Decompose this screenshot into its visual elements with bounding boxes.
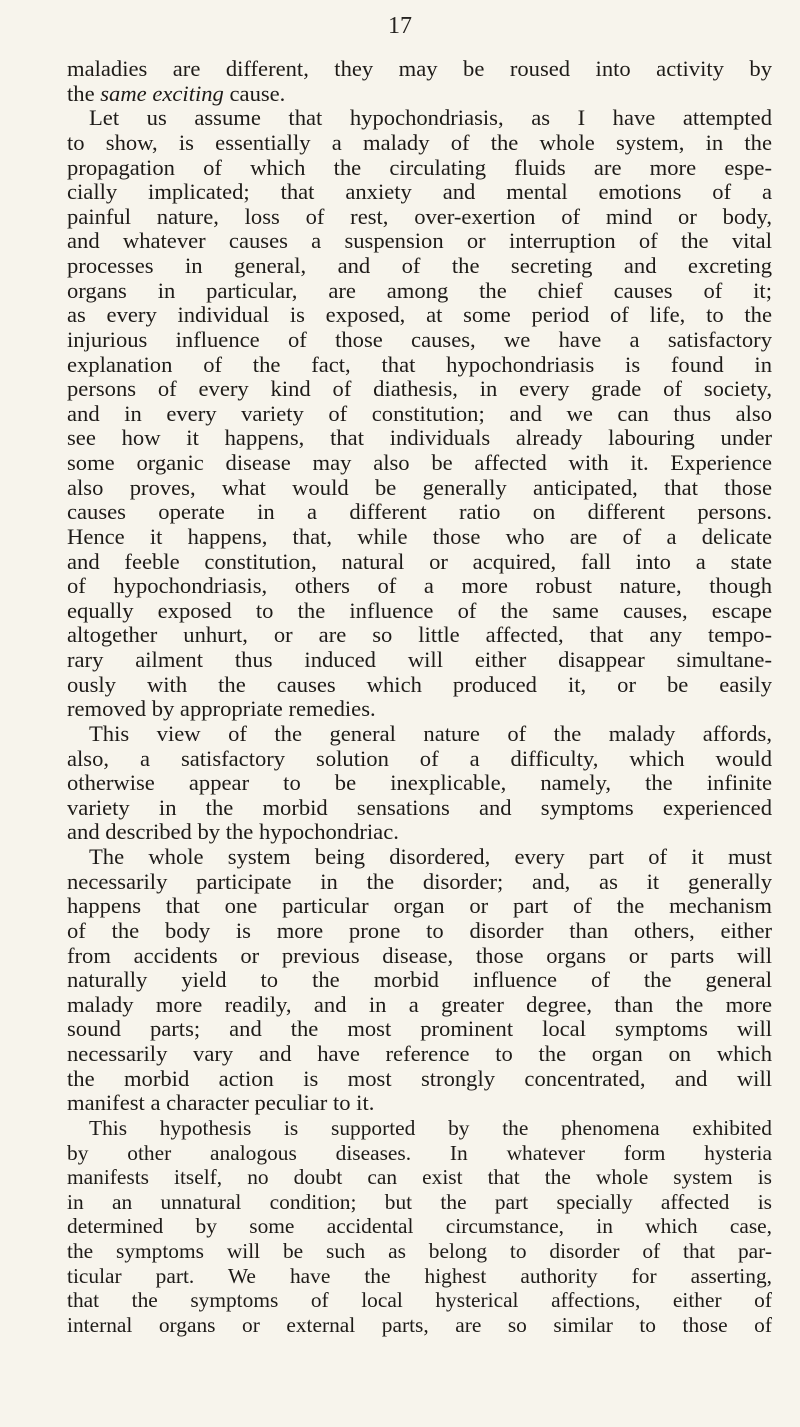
text-line: painful nature, loss of rest, over-exertion of mind or body, [67,203,772,229]
text-line [67,82,772,107]
text-line: of the body is more prone to disorder than others, either [67,917,772,943]
text-line: necessarily vary and have reference to the organ on which [67,1041,772,1066]
text-line: also, a satisfactory solution of a difficulty, which would [67,745,772,771]
text-line: sound parts; and the most prominent local symptoms will [67,1016,772,1042]
text-line: the symptoms will be such as belong to disorder of that par- [67,1239,772,1263]
text-line: altogether unhurt, or are so little affected, that any tempo- [67,622,772,648]
text-line: explanation of the fact, that hypochondriasis is found in [67,351,772,377]
text-line: some organic disease may also be affected with it. Experience [67,450,772,475]
text-line: Hence it happens, that, while those who are of a delicate [67,523,772,549]
text-line: from accidents or previous disease, those organs or parts will [67,942,772,968]
text-line: causes operate in a different ratio on different persons. [67,499,772,525]
text-line: and in every variety of constitution; and we can thus also [67,400,772,426]
text-line: otherwise appear to be inexplicable, namely, the infinite [67,770,772,796]
page-number: 17 [388,13,412,39]
text-line: and described by the hypochondriac. [67,819,399,845]
text-line: maladies are different, they may be roused into activity by [67,56,772,81]
text-line: injurious influence of those causes, we have a satisfactory [67,326,772,352]
text-line: internal organs or external parts, are so similar to those of [67,1312,772,1337]
text-line: manifests itself, no doubt can exist that the whole system is [67,1165,772,1190]
text-line: and whatever causes a suspension or interruption of the vital [67,228,772,254]
text-line: manifest a character peculiar to it. [67,1090,375,1116]
text-line: of hypochondriasis, others of a more robust nature, though [67,573,772,599]
body-text [67,57,772,1338]
text-line: propagation of which the circulating fluids are more espe- [67,154,772,180]
text-line: happens that one particular organ or part of the mechanism [67,893,772,919]
text-line: processes in general, and of the secreting and excreting [67,253,772,278]
text-line: and feeble constitution, natural or acquired, fall into a state [67,548,772,574]
text-line: The whole system being disordered, every part of it must [89,844,772,869]
text-line: ously with the causes which produced it, or be easily [67,671,772,697]
text-line: the morbid action is most strongly concentrated, and will [67,1065,772,1091]
text-line: by other analogous diseases. In whatever form hysteria [67,1140,772,1165]
text-line: persons of every kind of diathesis, in every grade of society, [67,376,772,402]
text-line: naturally yield to the morbid influence of the general [67,967,772,993]
text-line: necessarily participate in the disorder; and, as it generally [67,868,772,894]
text-line: equally exposed to the influence of the same causes, escape [67,597,772,623]
text-line: that the symptoms of local hysterical affections, either of [67,1288,772,1313]
text-line: malady more readily, and in a greater degree, than the more [67,991,772,1017]
text-line: also proves, what would be generally anticipated, that those [67,474,772,500]
text-line: This hypothesis is supported by the phenomena exhibited [89,1115,772,1140]
text-line: see how it happens, that individuals already labouring under [67,425,772,451]
text-line: removed by appropriate remedies. [67,696,376,722]
text-line: Let us assume that hypochondriasis, as I have attempted [89,105,772,131]
text-line: organs in particular, are among the chief causes of it; [67,277,772,303]
text-line: variety in the morbid sensations and symptoms experienced [67,794,772,820]
text-line: rary ailment thus induced will either disappear simultane- [67,647,772,672]
text-line: ticular part. We have the highest authority for asserting, [67,1263,772,1288]
text-segment: cause. [223,80,286,106]
text-line: determined by some accidental circumstance, in which case, [67,1214,772,1239]
text-line: in an unnatural condition; but the part specially affected is [67,1189,772,1214]
text-segment: the [67,80,101,106]
text-line: to show, is essentially a malady of the whole system, in the [67,129,772,155]
text-line: This view of the general nature of the malady affords, [89,720,772,746]
emphasis-text: same exciting [100,80,224,106]
text-line: as every individual is exposed, at some period of life, to the [67,302,772,328]
text-line: cially implicated; that anxiety and mental emotions of a [67,179,772,205]
